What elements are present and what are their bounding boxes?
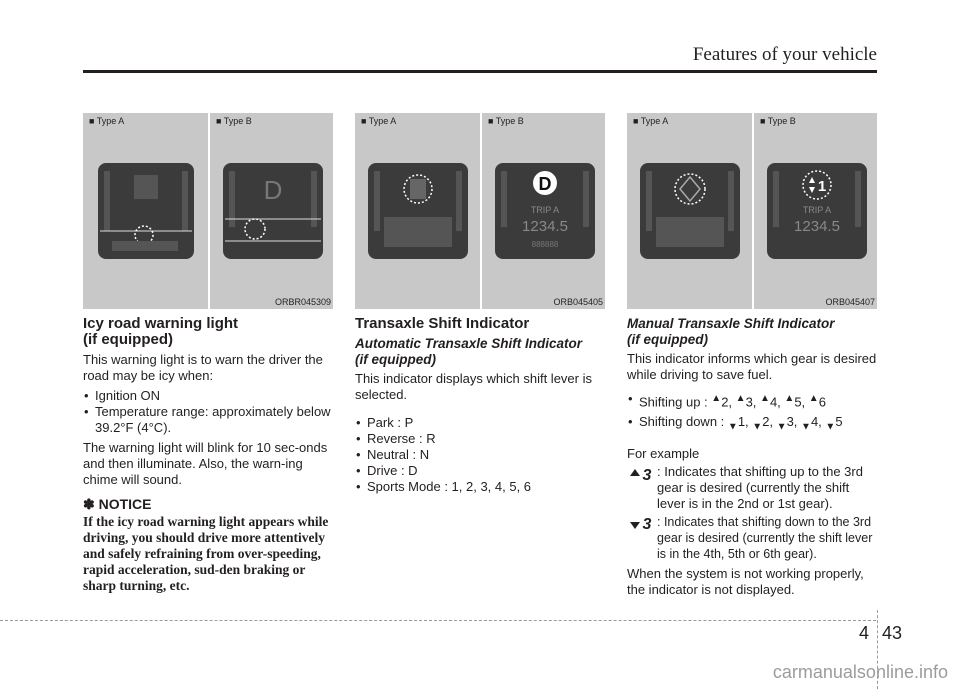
- type-b-label: ■ Type B: [760, 116, 796, 126]
- gear-value: 3,: [786, 414, 798, 430]
- heading-line-2: (if equipped): [83, 331, 173, 348]
- down-arrow-icon: ▼: [776, 421, 787, 433]
- cluster-a-illustration: [366, 161, 470, 261]
- gear-value: 5: [835, 414, 843, 430]
- paragraph: This indicator informs which gear is desired while driving to save fuel.: [627, 351, 877, 382]
- section-heading: Transaxle Shift Indicator: [355, 315, 530, 332]
- figure-code: ORB045405: [553, 297, 603, 307]
- example-up: [627, 464, 879, 512]
- cluster-odometer-small: 888888: [531, 240, 558, 249]
- type-b-label: ■ Type B: [216, 116, 252, 126]
- gear-value: 5,: [794, 394, 806, 410]
- down-arrow-icon: ▼: [752, 421, 763, 433]
- figure-type-a-panel: [355, 113, 480, 309]
- list-item: • Temperature range: approximately below 39.2°F (4°C).: [83, 404, 335, 436]
- figure-code: ORBR045309: [274, 297, 331, 307]
- column-manual: [627, 316, 879, 602]
- chapter-number: 4: [859, 623, 870, 643]
- column-transaxle: [355, 316, 607, 499]
- paragraph: When the system is not working properly, the indicator is not displayed.: [627, 565, 864, 597]
- column-icy-road: [83, 316, 335, 594]
- running-header: Features of your vehicle: [692, 44, 877, 65]
- example-down-text: : Indicates that shifting down to the 3rd gear is desired (currently the shift lever is in the 4th, 5th or 6th gear).: [657, 514, 873, 561]
- gear-value: 6: [818, 394, 826, 410]
- up-arrow-icon: ▲: [760, 393, 770, 404]
- notice-title: ✽ NOTICE: [83, 496, 152, 512]
- cluster-gear-number: 1: [817, 178, 826, 195]
- list-item: • Neutral : N: [355, 447, 607, 463]
- header-rule: [83, 70, 877, 73]
- figure-automatic-indicator: [355, 113, 605, 309]
- shift-up-item: [627, 391, 879, 410]
- gear-value: 4,: [769, 394, 781, 410]
- cluster-a-illustration: [638, 161, 742, 261]
- list-item: • Ignition ON: [83, 388, 335, 404]
- footer-rule: [0, 620, 876, 621]
- shift-list: [627, 391, 879, 436]
- down-arrow-icon: ▼: [825, 421, 836, 433]
- type-a-label: ■ Type A: [89, 116, 125, 126]
- subheading-line-1: Manual Transaxle Shift Indicator: [627, 316, 835, 331]
- subsection-heading: [627, 316, 879, 348]
- figure-type-b-panel: [752, 113, 879, 309]
- up-arrow-icon: ▲: [711, 393, 722, 404]
- gear-value: 2,: [762, 414, 774, 430]
- figure-type-a-panel: [627, 113, 752, 309]
- type-a-label: ■ Type A: [361, 116, 397, 126]
- subheading-line-2: (if equipped): [355, 352, 436, 367]
- condition-list: [83, 388, 335, 436]
- shift-down-3-icon: [629, 516, 655, 532]
- down-arrow-icon: ▼: [727, 421, 738, 433]
- cluster-odometer: 1234.5: [793, 218, 840, 235]
- list-item: • Park : P: [355, 415, 607, 431]
- gear-value: 2,: [721, 394, 733, 410]
- up-arrow-icon: ▲: [784, 393, 795, 404]
- gear-value: 1,: [737, 414, 749, 430]
- svg-text:3: 3: [642, 466, 652, 482]
- subheading-line-1: Automatic Transaxle Shift Indicator: [355, 336, 583, 351]
- page-number: 43: [882, 623, 903, 643]
- example-label: For example: [627, 445, 700, 461]
- cluster-trip-label: TRIP A: [530, 205, 559, 215]
- section-heading: [83, 316, 335, 348]
- figure-manual-indicator: [627, 113, 877, 309]
- figure-type-a-panel: [83, 113, 208, 309]
- figure-type-b-panel: [480, 113, 607, 309]
- notice-body: If the icy road warning light appears while driving, you should drive more attentively and safely refraining from over-speeding, rapid acceleration, sud-den braking or sharp turning, etc.: [83, 514, 329, 593]
- watermark: carmanualsonline.info: [772, 662, 948, 682]
- example-up-text: : Indicates that shifting up to the 3rd gear is desired (currently the shift lever is in the 2nd or 1st gear).: [657, 463, 863, 511]
- heading-line-1: Icy road warning light: [83, 315, 239, 332]
- example-down: [627, 514, 879, 562]
- cluster-a-illustration: [96, 161, 196, 261]
- gear-value: 3,: [745, 394, 757, 410]
- shift-down-label: Shifting down :: [639, 414, 725, 430]
- cluster-trip-label: TRIP A: [802, 205, 831, 215]
- shift-up-label: Shifting up :: [639, 394, 708, 410]
- cluster-b-illustration: [221, 161, 325, 261]
- list-item: • Drive : D: [355, 463, 607, 479]
- shift-down-item: [627, 414, 879, 436]
- paragraph: This warning light is to warn the driver the road may be icy when:: [83, 352, 323, 383]
- subheading-line-2: (if equipped): [627, 332, 708, 347]
- cluster-b-illustration: [493, 161, 597, 261]
- gear-list: [355, 415, 607, 495]
- paragraph: This indicator displays which shift lever is selected.: [355, 371, 592, 402]
- cluster-gear-d: D: [263, 175, 282, 205]
- figure-code: ORB045407: [825, 297, 875, 307]
- type-b-label: ■ Type B: [488, 116, 524, 126]
- list-item: • Sports Mode : 1, 2, 3, 4, 5, 6: [355, 479, 607, 495]
- svg-text:3: 3: [642, 515, 652, 532]
- cluster-odometer: 1234.5: [521, 218, 568, 235]
- up-arrow-icon: ▲: [808, 393, 819, 404]
- cluster-b-illustration: [765, 161, 869, 261]
- gear-value: 4,: [810, 414, 822, 430]
- paragraph: The warning light will blink for 10 sec-onds and then illuminate. Also, the warn-ing chime will sound.: [83, 440, 328, 487]
- up-arrow-icon: ▲: [735, 393, 746, 404]
- type-a-label: ■ Type A: [633, 116, 669, 126]
- shift-up-3-icon: [629, 466, 655, 482]
- figure-type-b-panel: [208, 113, 335, 309]
- list-item: • Reverse : R: [355, 431, 607, 447]
- figure-icy-road-light: [83, 113, 333, 309]
- subsection-heading: [355, 336, 607, 368]
- cluster-gear-d: D: [538, 174, 551, 194]
- down-arrow-icon: ▼: [801, 421, 811, 433]
